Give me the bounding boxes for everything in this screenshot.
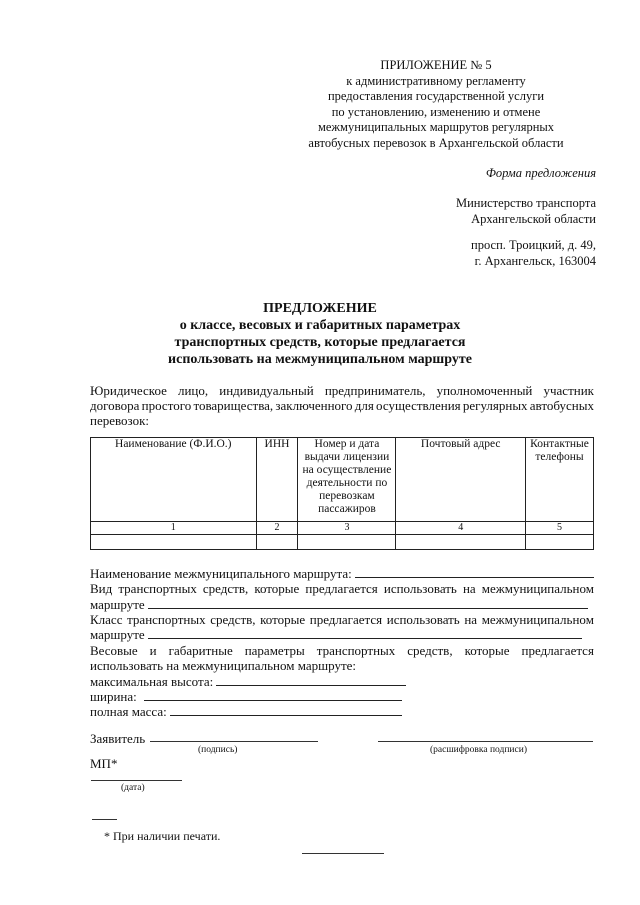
word: заключенного xyxy=(275,398,353,413)
address-line: г. Архангельск, 163004 xyxy=(474,254,596,268)
appendix-line: автобусных перевозок в Архангельской области xyxy=(308,135,564,150)
word: транспортных xyxy=(118,581,197,596)
footnote-separator xyxy=(92,819,117,820)
word: участник xyxy=(543,383,594,398)
word: Класс xyxy=(90,612,123,627)
appendix-line: межмуниципальных маршрутов регулярных xyxy=(317,120,555,134)
recipient-line: Архангельской области xyxy=(471,212,596,226)
vehicle-class-line-1 xyxy=(90,612,594,628)
word: индивидуальный xyxy=(219,383,314,398)
params-line-1 xyxy=(90,643,594,659)
word: использовать xyxy=(386,612,460,627)
recipient-line: Министерство транспорта xyxy=(455,196,596,210)
max-height-line xyxy=(90,674,594,690)
column-number: 2 xyxy=(256,522,298,535)
word: Весовые xyxy=(90,643,138,658)
word: Юридическое xyxy=(90,383,167,398)
header-cell-phones: Контактные телефоны xyxy=(526,438,594,522)
word: транспортных xyxy=(316,643,396,658)
table-number-row xyxy=(91,522,594,535)
table-cell[interactable] xyxy=(91,535,257,550)
word: на xyxy=(462,581,476,596)
intro-paragraph xyxy=(90,383,594,428)
header-cell-license: Номер и дата выдачи лицензии на осуществление деятельности по перевозкам пассажиров xyxy=(298,438,396,522)
intro-line-2 xyxy=(90,398,594,413)
column-number: 1 xyxy=(91,522,257,535)
width-field[interactable] xyxy=(144,689,402,701)
width-line xyxy=(90,689,594,705)
title-main: ПРЕДЛОЖЕНИЕ xyxy=(263,301,377,316)
word: которые xyxy=(254,581,300,596)
word: Вид xyxy=(90,581,113,596)
header-cell-name: Наименование (Ф.И.О.) xyxy=(91,438,257,522)
word: предлагается xyxy=(521,643,594,658)
route-name-label: Наименование межмуниципального маршрута: xyxy=(90,566,352,581)
appendix-line: ПРИЛОЖЕНИЕ № 5 xyxy=(380,58,492,72)
title-line: транспортных средств, которые предлагается xyxy=(174,335,466,350)
appendix-block xyxy=(276,58,596,151)
word: договора xyxy=(90,398,140,413)
vehicle-type-line-1 xyxy=(90,581,594,597)
applicant-label: Заявитель xyxy=(90,731,146,746)
word: межмуниципальном xyxy=(481,581,594,596)
word: простого xyxy=(141,398,192,413)
word: межмуниципальном xyxy=(481,612,594,627)
intro-line-1 xyxy=(90,383,594,398)
title-line: использовать на межмуниципальном маршруте xyxy=(168,352,472,367)
column-number: 5 xyxy=(526,522,594,535)
signature-hint: (подпись) xyxy=(198,745,238,755)
width-label: ширина: xyxy=(90,689,137,704)
word: предприниматель, xyxy=(324,383,426,398)
word: средств, xyxy=(407,643,453,658)
word: предлагается xyxy=(309,612,383,627)
end-separator xyxy=(302,853,384,854)
form-label: Форма предложения xyxy=(485,166,596,180)
word: которые xyxy=(464,643,510,658)
word: габаритные xyxy=(168,643,233,658)
intro-line-3: перевозок: xyxy=(90,413,150,428)
full-mass-line xyxy=(90,704,594,720)
table-header-row xyxy=(91,438,594,522)
word: средств, xyxy=(210,612,256,627)
appendix-line: по установлению, изменению и отмене xyxy=(331,104,541,119)
table-cell[interactable] xyxy=(256,535,298,550)
table-cell[interactable] xyxy=(396,535,526,550)
word: товарищества, xyxy=(193,398,274,413)
vehicle-type-field[interactable] xyxy=(148,597,588,609)
word: лицо, xyxy=(177,383,209,398)
column-number: 4 xyxy=(396,522,526,535)
header-cell-address: Почтовый адрес xyxy=(396,438,526,522)
date-line[interactable] xyxy=(91,780,182,781)
table-cell[interactable] xyxy=(526,535,594,550)
title-line: о классе, весовых и габаритных параметрах xyxy=(179,318,461,333)
column-number: 3 xyxy=(298,522,396,535)
vehicle-class-field[interactable] xyxy=(148,627,582,639)
word: которые xyxy=(260,612,306,627)
word: для xyxy=(354,398,374,413)
appendix-line: к административному регламенту xyxy=(346,73,526,88)
word: уполномоченный xyxy=(436,383,533,398)
vehicle-type-cont: маршруте xyxy=(90,597,145,612)
document-title xyxy=(0,300,640,368)
full-mass-label: полная масса: xyxy=(90,704,167,719)
footnote-text: * При наличии печати. xyxy=(104,829,221,843)
decoding-line[interactable] xyxy=(378,741,593,742)
word: транспортных xyxy=(127,612,206,627)
vehicle-class-cont: маршруте xyxy=(90,627,145,642)
word: на xyxy=(464,612,478,627)
header-cell-inn: ИНН xyxy=(256,438,298,522)
max-height-field[interactable] xyxy=(216,674,406,686)
word: предлагается xyxy=(305,581,378,596)
vehicle-type-line-2 xyxy=(90,597,594,613)
max-height-label: максимальная высота: xyxy=(90,674,214,689)
word: использовать xyxy=(383,581,457,596)
params-line-2: использовать на межмуниципальном маршруте: xyxy=(90,658,357,673)
seal-label: МП* xyxy=(90,756,118,771)
date-hint: (дата) xyxy=(121,783,145,793)
table-cell[interactable] xyxy=(298,535,396,550)
appendix-line: предоставления государственной услуги xyxy=(327,89,545,103)
route-name-field[interactable] xyxy=(355,566,594,578)
address-block xyxy=(471,237,596,269)
word: регулярных xyxy=(462,398,528,413)
word: осуществления xyxy=(376,398,461,413)
word: и xyxy=(149,643,157,658)
decoding-hint: (расшифровка подписи) xyxy=(430,745,527,755)
table-row xyxy=(91,535,594,550)
word: средств, xyxy=(202,581,249,596)
recipient-block xyxy=(456,195,596,227)
participants-table xyxy=(90,437,594,550)
signature-line[interactable] xyxy=(150,741,318,742)
word: автобусных xyxy=(529,398,594,413)
route-name-line xyxy=(90,566,594,582)
full-mass-field[interactable] xyxy=(170,704,402,716)
vehicle-class-line-2 xyxy=(90,627,594,643)
word: параметры xyxy=(244,643,305,658)
address-line: просп. Троицкий, д. 49, xyxy=(471,238,596,252)
